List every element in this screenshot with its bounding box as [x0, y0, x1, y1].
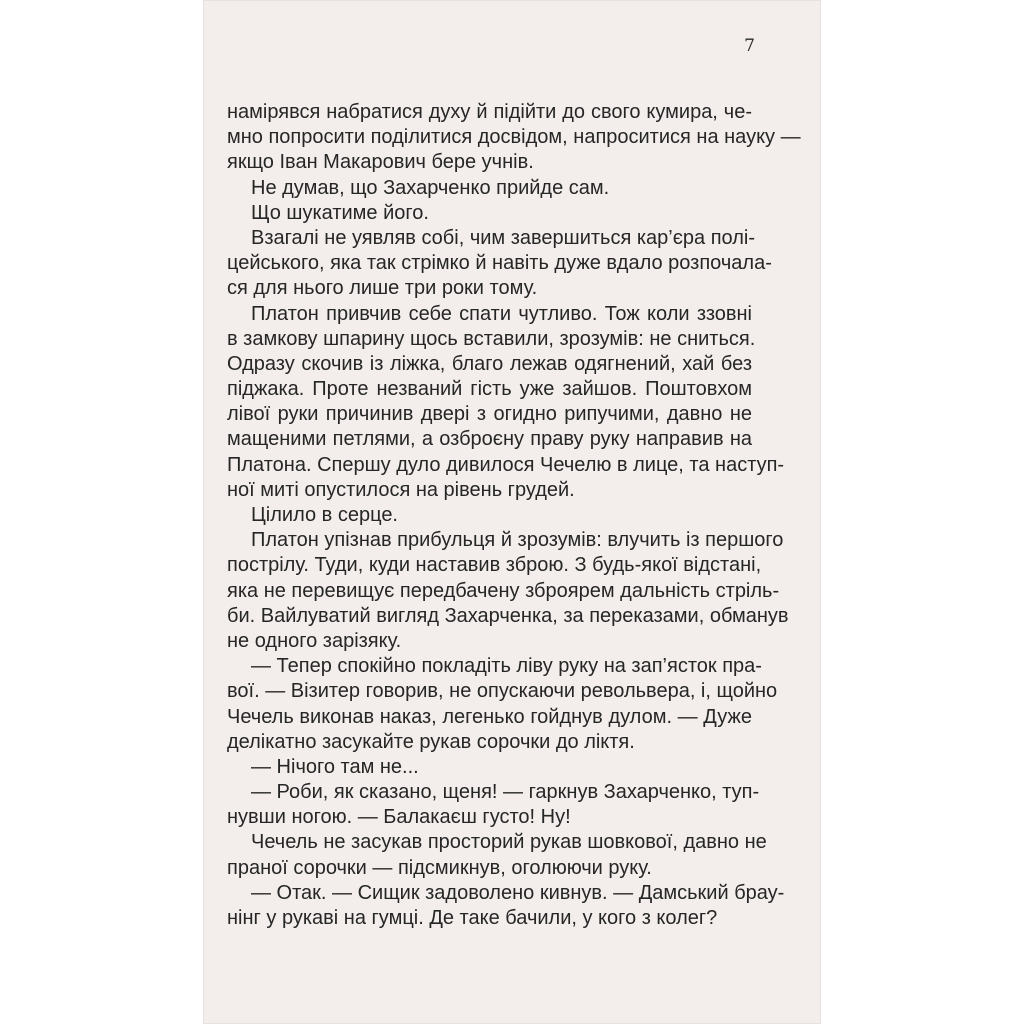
page-number: 7 [744, 36, 755, 56]
text-line: — Роби, як сказано, щеня! — гаркнув Захарченко, туп- [251, 781, 760, 804]
text-line: не одного зарізяку. [227, 629, 402, 652]
text-line: би. Вайлуватий вигляд Захарченка, за переказами, обманув [227, 604, 789, 627]
text-line: пострілу. Туди, куди наставив зброю. З будь-якої відстані, [227, 554, 762, 577]
paragraph [227, 201, 752, 226]
paragraph [227, 176, 752, 201]
text-line: — Тепер спокійно покладіть ліву руку на зап’ясток пра- [251, 655, 762, 678]
text-line: Платон упізнав прибульця й зрозумів: влучить із першого [251, 529, 784, 552]
text-line: делікатно засукайте рукав сорочки до ліктя. [227, 730, 635, 753]
paragraph [227, 226, 772, 302]
text-line: — Отак. — Сищик задоволено кивнув. — Дамський брау- [251, 881, 785, 904]
text-line: цейського, яка так стрімко й навіть дуже вдало розпочала- [227, 252, 772, 275]
text-line: праної сорочки — підсмикнув, оголюючи руку. [227, 856, 652, 879]
text-line: Чечель не засукав просторий рукав шовкової, давно не [251, 831, 767, 854]
text-line: мно попросити поділитися досвідом, напроситися на науку — [227, 126, 801, 149]
text-line: Цілило в серце. [251, 504, 398, 526]
paragraph [227, 302, 785, 504]
paragraph [227, 100, 801, 176]
text-line: якщо Іван Макарович бере учнів. [227, 151, 534, 174]
paragraph [227, 654, 778, 755]
text-line: нінг у рукаві на гумці. Де таке бачили, у кого з колег? [227, 907, 718, 929]
text-line: вої. — Візитер говорив, не опускаючи револьвера, і, щойно [227, 680, 778, 703]
text-line: яка не перевищує передбачену зброярем дальність стріль- [227, 579, 780, 602]
text-line: лівої руки причинив двері з огидно рипучими, давно не [227, 403, 752, 426]
text-line: мащеними петлями, а озброєну праву руку направив на [227, 428, 752, 451]
text-line: — Нічого там не... [251, 755, 419, 778]
text-line: Взагалі не уявляв собі, чим завершиться кар’єра полі- [251, 226, 756, 249]
paragraph [227, 780, 760, 830]
paragraph [227, 830, 767, 880]
text-line: Що шукатиме його. [251, 201, 429, 224]
text-line: в замкову шпарину щось вставили, зрозумів: не сниться. [227, 327, 756, 350]
body-text [227, 100, 801, 931]
text-line: Чечель виконав наказ, легенько гойднув дулом. — Дуже [227, 705, 752, 728]
text-line: нувши ногою. — Балакаєш густо! Ну! [227, 806, 571, 829]
paragraph [227, 528, 789, 654]
text-line: Одразу скочив із ліжка, благо лежав одягнений, хай без [227, 352, 752, 375]
paragraph [227, 755, 752, 780]
paragraph [227, 503, 752, 528]
paragraph [227, 881, 785, 931]
book-page [203, 0, 821, 1024]
text-line: ної миті опустилося на рівень грудей. [227, 478, 575, 501]
text-line: Не думав, що Захарченко прийде сам. [251, 176, 610, 199]
text-line: Платон привчив себе спати чутливо. Тож коли ззовні [251, 302, 752, 325]
text-line: намірявся набратися духу й підійти до свого кумира, че- [227, 101, 752, 123]
text-line: ся для нього лише три роки тому. [227, 277, 538, 300]
text-line: піджака. Проте незваний гість уже зайшов. Поштовхом [227, 378, 752, 401]
text-line: Платона. Спершу дуло дивилося Чечелю в лице, та наступ- [227, 453, 785, 476]
